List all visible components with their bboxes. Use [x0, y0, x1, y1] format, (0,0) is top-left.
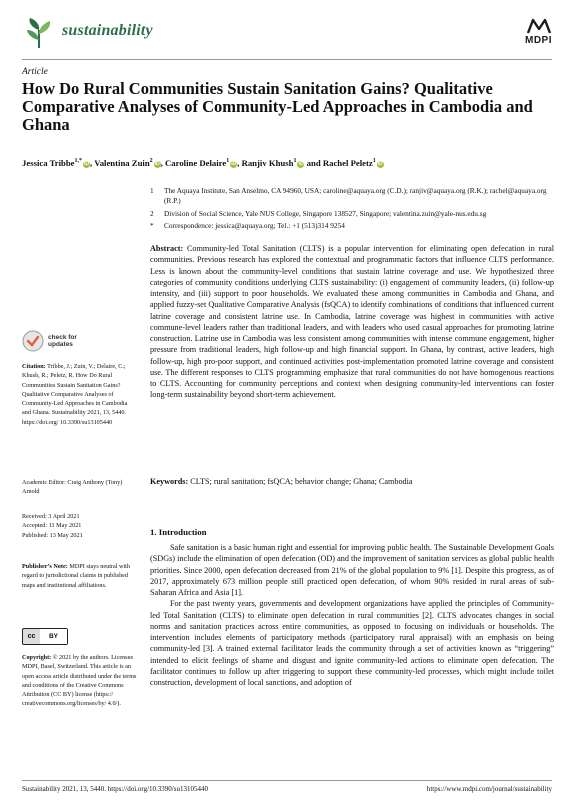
orcid-icon[interactable]: iD	[154, 160, 160, 167]
copyright-block	[22, 653, 137, 709]
section-heading-introduction: 1. Introduction	[150, 527, 207, 537]
affiliation-text: The Aquaya Institute, San Anselmo, CA 94960, USA; caroline@aquaya.org (C.D.); ranjiv@aquaya.org (R.K.); rachel@aquaya.org (R.P.)	[164, 186, 547, 205]
affiliation-2	[150, 209, 550, 219]
author-list	[22, 155, 552, 169]
affiliation-number: *	[150, 221, 154, 230]
author-separator: ,	[237, 157, 242, 168]
cc-icon: cc	[27, 633, 36, 640]
orcid-icon[interactable]: iD	[231, 160, 237, 167]
article-title: How Do Rural Communities Sustain Sanitation Gains? Qualitative Comparative Analyses of Community-Led Approaches in Cambodia and Ghana	[22, 79, 533, 135]
check-updates-icon	[22, 330, 44, 352]
author-separator: ,	[160, 157, 166, 168]
author-name: Caroline Delaire	[165, 157, 227, 168]
affiliation-text: Division of Social Science, Yale NUS College, Singapore 138527, Singapore; valentina.zuin@yale-nus.edu.sg	[164, 209, 487, 218]
author-name: Valentina Zuin	[94, 157, 150, 168]
check-for-updates-button[interactable]	[22, 330, 77, 352]
intro-paragraph-1: Safe sanitation is a basic human right and essential for improving public health. The Sustainable Development Goals (SDGs) include the elimination of open defecation (OD) and the improvement of sanitation services as global public health priorities. Since 2000, open defecation decreased from 21% of the global population to 9% [1]. Despite this progress, as of 2017, approximately 673 million people still practiced open defecation, of whom 90% resided in rural areas of sub-Saharan Africa and Asia [1].	[150, 543, 554, 597]
accepted-date: Accepted: 11 May 2021	[22, 522, 82, 530]
publisher-name: MDPI	[525, 35, 552, 46]
author-affiliation-sup: 1	[293, 158, 297, 164]
correspondence-text: Correspondence: jessica@aquaya.org; Tel.: +1 (513)314 9254	[164, 221, 345, 230]
keywords-text: CLTS; rural sanitation; fsQCA; behavior change; Ghana; Cambodia	[190, 477, 413, 486]
check-updates-line2: updates	[48, 341, 73, 348]
copyright-text: © 2021 by the authors. Licensee MDPI, Basel, Switzerland. This article is an open access article distributed under the terms and conditions of the Creative Commons Attribution (CC BY) license (https:// creativecommons.org/licenses/by/ 4.0/).	[22, 654, 137, 708]
publisher-note-text: MDPI stays neutral with regard to jurisdictional claims in published maps and institutional affiliations.	[22, 563, 130, 589]
author-name: Ranjiv Khush	[241, 157, 294, 168]
intro-paragraph-2: For the past twenty years, governments and development organizations have applied the principles of Community-led Total Sanitation (CLTS) to eliminate open defecation in rural communities [2]. CLTS advocates changes in social norms and sanitation practices across entire communities, as opposed to focusing on individuals or households. The intervention includes elements of participatory methods (participatory rural appraisal) with an emphasis on being community-led [3]. A trained external facilitator leads the community through a set of activities known as “triggering” intended to elicit feelings of shame and disgust and ignite community-led actions to eliminate open defecation. The facilitator continues to follow up after triggering to support these community-led processes, which might include toilet construction, development of local sanctions, and adoption of	[150, 599, 554, 687]
affiliation-number: 1	[150, 186, 154, 195]
header-divider	[22, 59, 552, 60]
citation-block	[22, 362, 137, 427]
abstract-label: Abstract:	[150, 244, 184, 253]
correspondence	[150, 221, 550, 231]
author-separator: ,	[90, 157, 95, 168]
keywords	[150, 476, 554, 487]
abstract-text: Community-led Total Sanitation (CLTS) is a popular intervention for eliminating open defecation in rural communities. Previous research has explored the contextual and programmatic factors that influence CLTS performance. Less is known about the community-level conditions that sustain latrine coverage and use. We hypothesized three categories of community conditions underlying CLTS sustainability: (i) engagement of community leaders, (ii) follow-up intensity, and (iii) support to poor households. We evaluated these among communities in Cambodia and Ghana, and applied fuzzy-set Qualitative Comparative Analysis (fsQCA) to identify combinations of conditions that influenced current latrine coverage and consistent latrine use. In Cambodia, latrine coverage was highest in communities with active commune-level leaders rather than traditional leaders, and with leaders who used casual approaches for promoting latrine construction. Latrine use in Cambodia was less consistent among communities with intense commune engagement, higher pressure from traditional leaders, high follow-up and high financial support. In Ghana, by contrast, active leaders, high follow-up, high pro-poor support, and continued activities post-implementation promoted latrine coverage and consistent use. The different responses to CLTS programming emphasize that rural communities do not have homogenous reactions to CLTS. Accounting for community perceptions and context when designing community-led interventions can foster long-term sustainability beyond short-term achievement.	[150, 244, 555, 400]
author-affiliation-sup: 2	[149, 158, 153, 164]
author-affiliation-sup: 1,*	[74, 158, 83, 164]
check-updates-line1: check for	[48, 333, 77, 341]
orcid-icon[interactable]: iD	[84, 160, 90, 167]
orcid-icon[interactable]: iD	[377, 160, 383, 167]
affiliation-number: 2	[150, 209, 154, 218]
author-affiliation-sup: 1	[372, 158, 376, 164]
published-date: Published: 13 May 2021	[22, 531, 83, 539]
abstract	[150, 243, 554, 401]
orcid-icon[interactable]: iD	[298, 160, 304, 167]
academic-editor: Academic Editor: Craig Anthony (Tony) Arnold	[22, 479, 123, 496]
article-type: Article	[22, 67, 48, 77]
journal-name: sustainability	[62, 22, 153, 39]
by-icon: BY	[40, 629, 67, 644]
publisher-logo[interactable]	[525, 18, 552, 46]
citation-text: Tribbe, J.; Zuin, V.; Delaire, C.; Khush, R.; Peletz, R. How Do Rural Communities Sustain Sanitation Gains? Qualitative Comparative Analyses of Community-Led Approaches in Cambodia and Ghana. Sustainability 2021, 13, 5440. https://doi.org/ 10.3390/su13105440	[22, 363, 128, 426]
cc-by-license-badge[interactable]	[22, 628, 68, 645]
citation-label: Citation:	[22, 363, 46, 370]
publisher-note	[22, 562, 137, 590]
footer-journal-url[interactable]: https://www.mdpi.com/journal/sustainability	[426, 785, 552, 793]
footer-divider	[22, 780, 552, 781]
mdpi-logo-icon	[526, 18, 552, 34]
affiliation-1	[150, 186, 550, 205]
author-affiliation-sup: 1	[226, 158, 230, 164]
author-separator: and	[304, 157, 323, 168]
copyright-label: Copyright:	[22, 654, 52, 661]
journal-leaf-logo-icon	[22, 16, 56, 50]
author-name: Jessica Tribbe	[22, 157, 75, 168]
footer-citation: Sustainability 2021, 13, 5440. https://doi.org/10.3390/su13105440	[22, 785, 208, 793]
publisher-note-label: Publisher’s Note:	[22, 563, 68, 570]
author-name: Rachel Peletz	[322, 157, 373, 168]
dates-block	[22, 512, 137, 540]
received-date: Received: 3 April 2021	[22, 513, 80, 520]
journal-header	[22, 14, 552, 56]
introduction-body	[150, 542, 554, 688]
keywords-label: Keywords:	[150, 477, 189, 486]
